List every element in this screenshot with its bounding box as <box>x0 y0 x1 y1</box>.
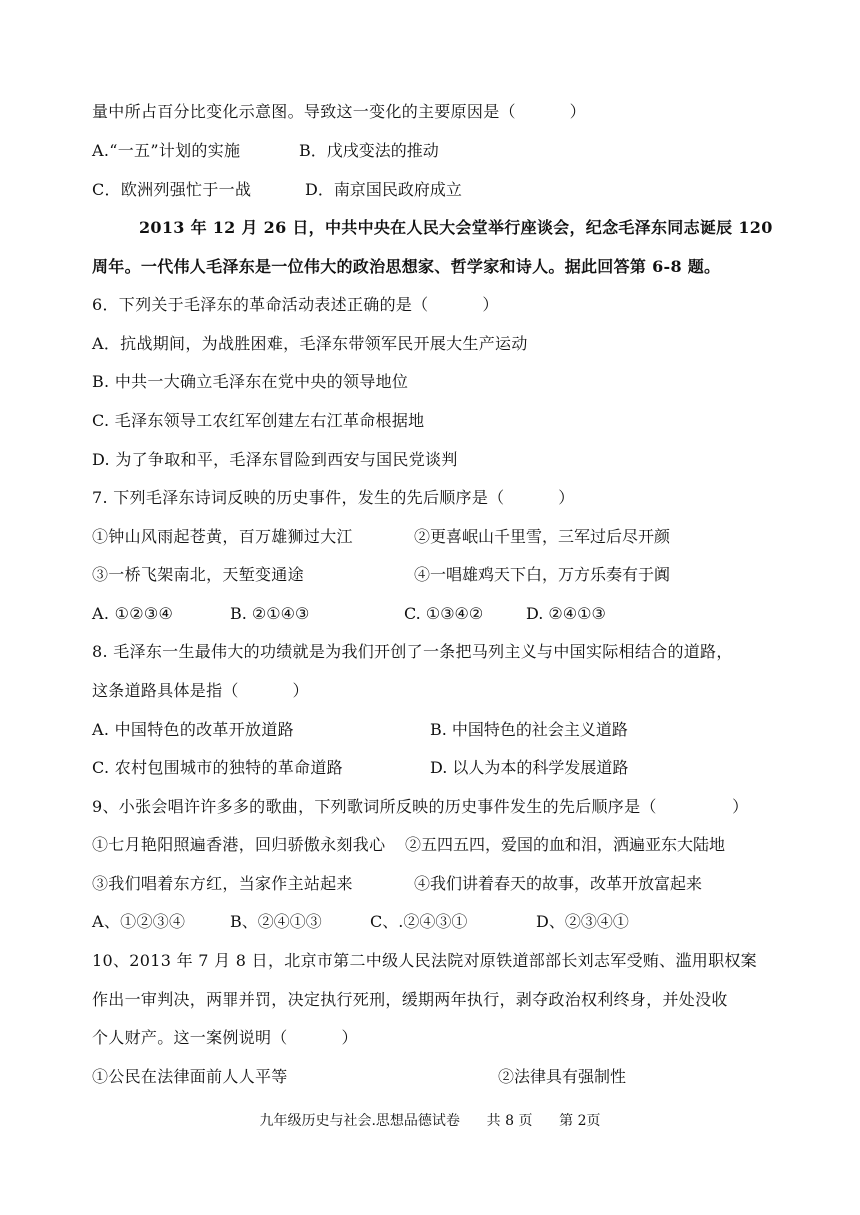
question-10-cont: 个人财产。这一案例说明（ ） <box>92 1028 358 1047</box>
option-a: A、①②③④ <box>92 912 186 931</box>
lyric-item: ①七月艳阳照遍香港，回归骄傲永刻我心 <box>92 835 386 854</box>
question-6: 6．下列关于毛泽东的革命活动表述正确的是（ ） <box>92 295 499 314</box>
option-b: B. 中共一大确立毛泽东在党中央的领导地位 <box>92 372 409 391</box>
option-d: D. ②④①③ <box>526 604 606 623</box>
question-7: 7. 下列毛泽东诗词反映的历史事件，发生的先后顺序是（ ） <box>92 488 575 507</box>
option-c: C. 毛泽东领导工农红军创建左右江革命根据地 <box>92 411 425 430</box>
option-a: A.“一五”计划的实施 <box>92 141 241 160</box>
question-9: 9、小张会唱许许多多的歌曲，下列歌词所反映的历史事件发生的先后顺序是（ ） <box>92 797 749 816</box>
option-d: D．南京国民政府成立 <box>305 180 462 199</box>
poem-item: ①钟山风雨起苍黄，百万雄狮过大江 <box>92 527 353 546</box>
option-a: A．抗战期间，为战胜困难，毛泽东带领军民开展大生产运动 <box>92 334 528 353</box>
option-c: C. 农村包围城市的独特的革命道路 <box>92 758 343 777</box>
lyric-item: ④我们讲着春天的故事，改革开放富起来 <box>414 874 703 893</box>
poem-item: ④一唱雄鸡天下白，万方乐奏有于阗 <box>414 565 671 584</box>
option-d: D. 为了争取和平，毛泽东冒险到西安与国民党谈判 <box>92 450 458 469</box>
statement-item: ②法律具有强制性 <box>498 1067 627 1086</box>
option-b: B. ②①④③ <box>230 604 310 623</box>
question-10: 10、2013 年 7 月 8 日，北京市第二中级人民法院对原铁道部部长刘志军受贿、滥用职权案 <box>92 951 757 970</box>
option-d: D、②③④① <box>536 912 629 931</box>
poem-item: ②更喜岷山千里雪，三军过后尽开颜 <box>414 527 671 546</box>
option-c: C．欧洲列强忙于一战 <box>92 180 252 199</box>
statement-item: ①公民在法律面前人人平等 <box>92 1067 288 1086</box>
text-line: 量中所占百分比变化示意图。导致这一变化的主要原因是（ ） <box>92 102 586 121</box>
option-a: A. 中国特色的改革开放道路 <box>92 720 294 739</box>
option-b: B、②④①③ <box>230 912 322 931</box>
option-b: B．戊戌变法的推动 <box>299 141 439 160</box>
option-d: D. 以人为本的科学发展道路 <box>430 758 629 777</box>
lyric-item: ②五四五四，爱国的血和泪，洒遍亚东大陆地 <box>405 835 726 854</box>
text-line: 周年。一代伟人毛泽东是一位伟大的政治思想家、哲学家和诗人。据此回答第 6-8 题。 <box>92 257 721 276</box>
option-b: B. 中国特色的社会主义道路 <box>430 720 628 739</box>
text-line: 2013 年 12 月 26 日，中共中央在人民大会堂举行座谈会，纪念毛泽东同志诞辰 120 <box>92 218 773 237</box>
page-footer: 九年级历史与社会.思想品德试卷 共 8 页 第 2页 <box>259 1113 601 1129</box>
lyric-item: ③我们唱着东方红，当家作主站起来 <box>92 874 353 893</box>
poem-item: ③一桥飞架南北，天堑变通途 <box>92 565 304 584</box>
question-10-cont: 作出一审判决，两罪并罚，决定执行死刑，缓期两年执行，剥夺政治权利终身，并处没收 <box>92 990 728 1009</box>
question-8-cont: 这条道路具体是指（ ） <box>92 681 309 700</box>
option-c: C. ①③④② <box>404 604 484 623</box>
question-8: 8. 毛泽东一生最伟大的功绩就是为我们开创了一条把马列主义与中国实际相结合的道路， <box>92 642 733 661</box>
option-a: A. ①②③④ <box>92 604 174 623</box>
option-c: C、.②④③① <box>370 912 468 931</box>
